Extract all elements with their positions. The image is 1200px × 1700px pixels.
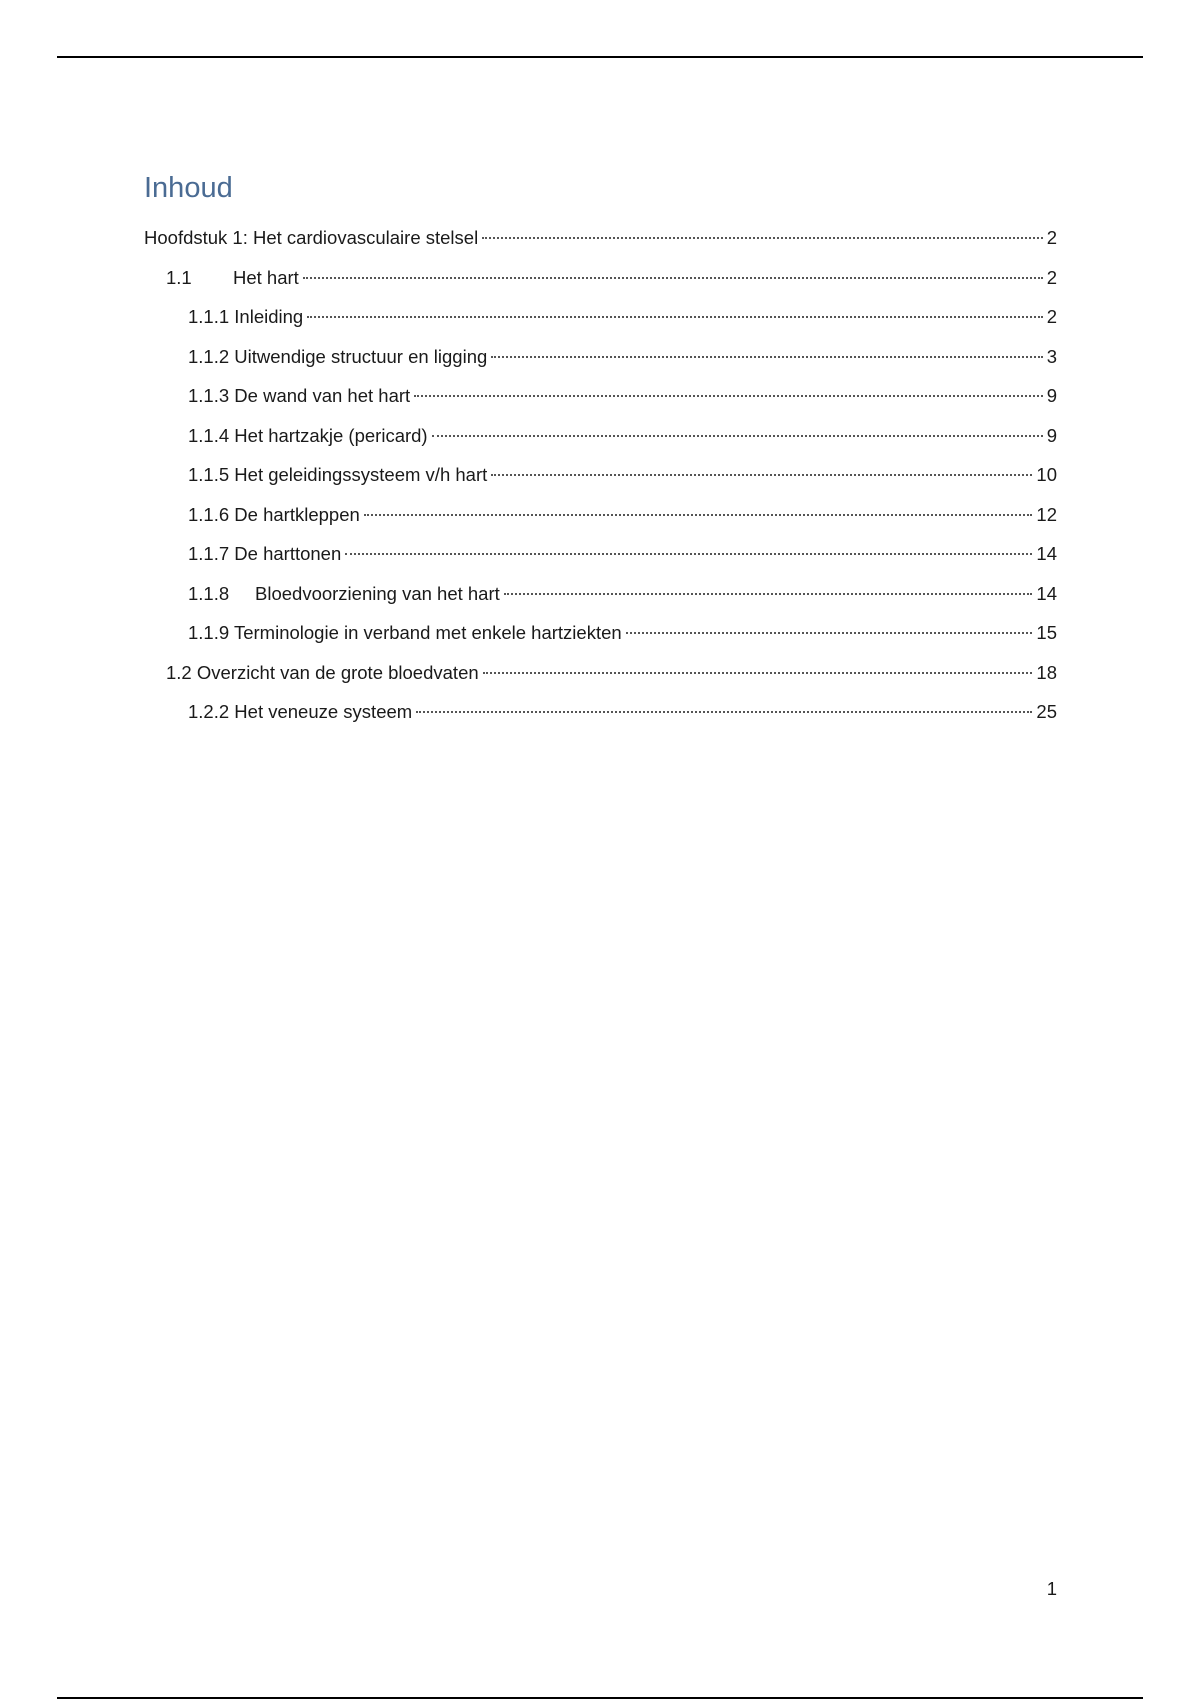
toc-entry-title bbox=[188, 620, 622, 646]
toc-entry-text: Hoofdstuk 1: Het cardiovasculaire stelsel bbox=[144, 227, 479, 248]
toc-entry-text: Inleiding bbox=[234, 306, 304, 327]
toc-entry-page: 12 bbox=[1036, 503, 1057, 525]
toc-dot-leader bbox=[491, 356, 1042, 358]
toc-entry[interactable] bbox=[144, 541, 1057, 581]
toc-entry[interactable] bbox=[144, 265, 1057, 305]
toc-heading: Inhoud bbox=[144, 172, 233, 204]
toc-dot-leader bbox=[414, 395, 1043, 397]
toc-entry-title bbox=[188, 462, 487, 488]
toc-entry-page: 15 bbox=[1036, 622, 1057, 643]
table-of-contents bbox=[144, 168, 1057, 739]
toc-entry-title bbox=[188, 344, 487, 370]
toc-entry[interactable] bbox=[144, 225, 1057, 265]
toc-entry[interactable] bbox=[144, 660, 1057, 700]
toc-entry-page: 10 bbox=[1036, 464, 1057, 485]
toc-entry-text: Het hart bbox=[233, 266, 299, 288]
toc-entry[interactable] bbox=[144, 344, 1057, 384]
toc-entry-text: Bloedvoorziening van het hart bbox=[255, 582, 500, 604]
toc-entry-number: 1.1.1 bbox=[188, 306, 230, 327]
toc-entry-number: 1.1.4 bbox=[188, 424, 230, 446]
toc-entry-text: De harttonen bbox=[234, 543, 342, 564]
toc-entry-title bbox=[188, 423, 428, 449]
toc-entry[interactable] bbox=[144, 423, 1057, 463]
toc-entry-number: 1.1.9 bbox=[188, 622, 230, 643]
toc-entry-number: 1.2 bbox=[166, 661, 192, 683]
toc-entry-number: 1.1.5 bbox=[188, 464, 230, 485]
toc-list bbox=[144, 225, 1057, 739]
toc-entry[interactable] bbox=[144, 620, 1057, 660]
toc-entry-page: 14 bbox=[1036, 543, 1057, 564]
toc-dot-leader bbox=[483, 672, 1033, 674]
toc-dot-leader bbox=[364, 514, 1033, 516]
toc-dot-leader bbox=[432, 435, 1043, 437]
toc-entry-text: Het hartzakje (pericard) bbox=[234, 424, 428, 446]
toc-dot-leader bbox=[504, 593, 1033, 595]
toc-entry-number: 1.1.2 bbox=[188, 345, 230, 367]
toc-entry[interactable] bbox=[144, 581, 1057, 621]
toc-dot-leader bbox=[303, 277, 1043, 279]
toc-entry-text: Overzicht van de grote bloedvaten bbox=[196, 661, 479, 683]
footer-rule bbox=[57, 1697, 1143, 1699]
toc-entry-number: 1.1.8 bbox=[188, 582, 230, 604]
toc-entry-title bbox=[188, 541, 341, 567]
toc-entry-title bbox=[166, 265, 299, 291]
toc-entry-page: 3 bbox=[1046, 345, 1057, 367]
toc-dot-leader bbox=[307, 316, 1042, 318]
toc-entry-page: 14 bbox=[1036, 582, 1057, 604]
toc-entry-number: 1.1 bbox=[166, 266, 192, 288]
toc-entry-page: 9 bbox=[1046, 385, 1057, 406]
toc-dot-leader bbox=[491, 474, 1032, 476]
toc-entry[interactable] bbox=[144, 383, 1057, 423]
toc-entry-page: 2 bbox=[1046, 306, 1057, 327]
toc-entry-number: 1.1.7 bbox=[188, 543, 230, 564]
toc-entry-title bbox=[188, 383, 410, 409]
toc-dot-leader bbox=[626, 632, 1033, 634]
toc-dot-leader bbox=[345, 553, 1032, 555]
toc-entry-text: De wand van het hart bbox=[234, 385, 411, 406]
toc-entry-page: 2 bbox=[1046, 266, 1057, 288]
toc-entry-title bbox=[188, 699, 412, 725]
toc-entry[interactable] bbox=[144, 502, 1057, 542]
page-number: 1 bbox=[1046, 1578, 1057, 1599]
toc-entry-page: 18 bbox=[1036, 661, 1057, 683]
toc-dot-leader bbox=[416, 711, 1032, 713]
toc-entry-number: 1.2.2 bbox=[188, 701, 230, 722]
toc-entry-number: 1.1.3 bbox=[188, 385, 230, 406]
toc-entry-title bbox=[188, 304, 303, 330]
toc-entry[interactable] bbox=[144, 699, 1057, 739]
toc-entry-text: Uitwendige structuur en ligging bbox=[234, 345, 488, 367]
toc-entry[interactable] bbox=[144, 304, 1057, 344]
toc-entry-title bbox=[166, 660, 479, 686]
toc-entry-text: Het geleidingssysteem v/h hart bbox=[234, 464, 488, 485]
toc-entry-text: Het veneuze systeem bbox=[234, 701, 413, 722]
toc-entry-text: Terminologie in verband met enkele hartziekten bbox=[233, 622, 622, 643]
toc-entry-text: De hartkleppen bbox=[234, 503, 360, 525]
toc-entry-page: 25 bbox=[1036, 701, 1057, 722]
toc-entry[interactable] bbox=[144, 462, 1057, 502]
toc-entry-title bbox=[144, 225, 478, 251]
toc-entry-title bbox=[188, 502, 360, 528]
toc-entry-number: 1.1.6 bbox=[188, 503, 230, 525]
toc-entry-page: 9 bbox=[1046, 424, 1057, 446]
toc-dot-leader bbox=[482, 237, 1043, 239]
toc-entry-title bbox=[188, 581, 500, 607]
toc-entry-page: 2 bbox=[1046, 227, 1057, 248]
header-rule bbox=[57, 56, 1143, 58]
